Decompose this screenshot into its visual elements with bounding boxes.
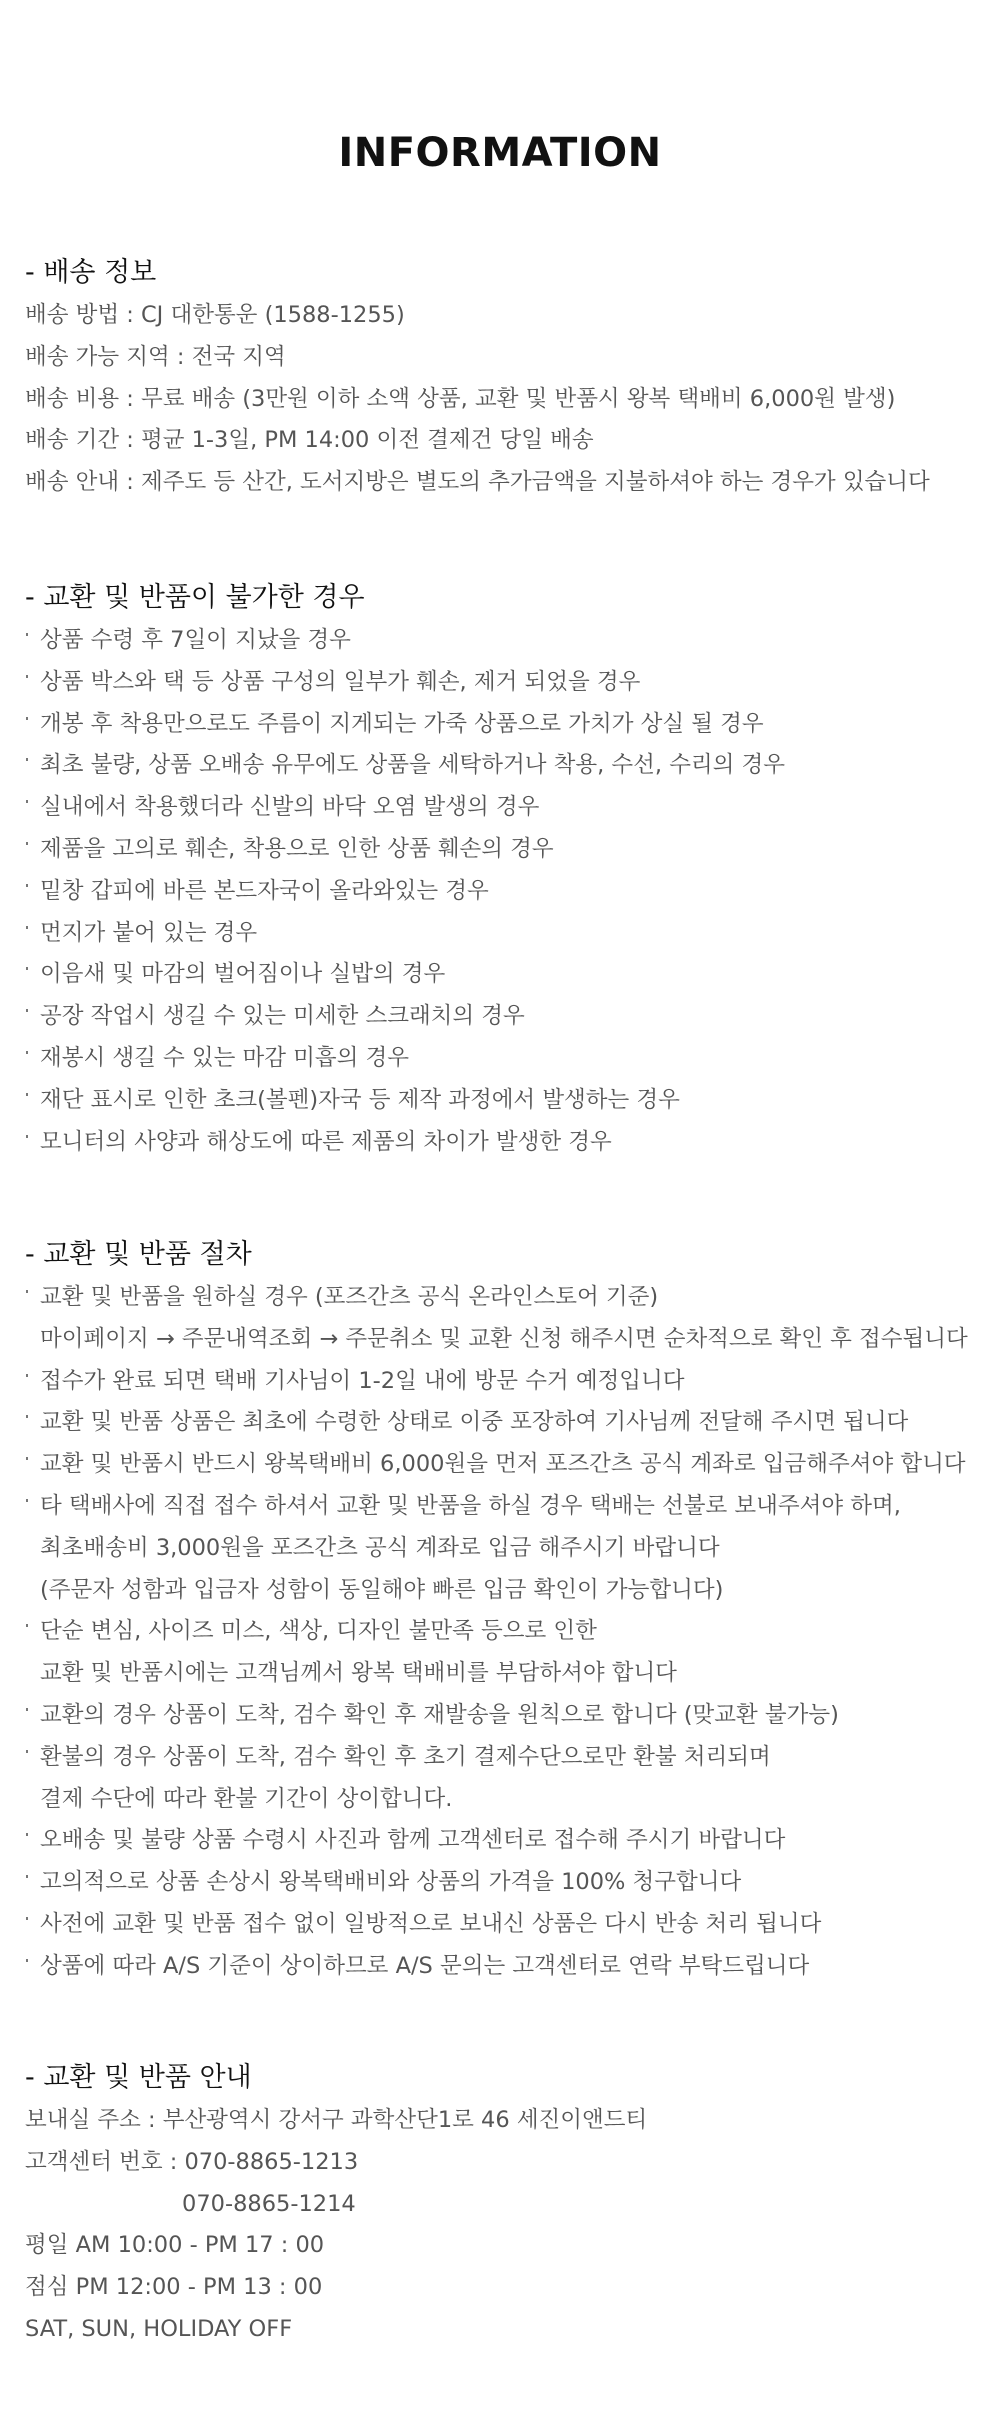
customer-center-phone-2: 070-8865-1214 xyxy=(182,2190,356,2217)
shipping-cost: 배송 비용 : 무료 배송 (3만원 이하 소액 상품, 교환 및 반품시 왕복 택배비 6,000원 발생) xyxy=(25,385,896,412)
list-item: 재봉시 생길 수 있는 마감 미흡의 경우 xyxy=(25,1038,985,1080)
list-item: 오배송 및 불량 상품 수령시 사진과 함께 고객센터로 접수해 주시기 바랍니다 xyxy=(25,1820,985,1862)
list-item: 환불의 경우 상품이 도착, 검수 확인 후 초기 결제수단으로만 환불 처리되며 xyxy=(25,1737,985,1779)
page-title: INFORMATION xyxy=(338,130,662,176)
shipping-method: 배송 방법 : CJ 대한통운 (1588-1255) xyxy=(25,302,405,328)
holiday-notice: SAT, SUN, HOLIDAY OFF xyxy=(25,2315,293,2342)
return-procedure-section xyxy=(25,1235,985,1988)
return-procedure-heading: - 교환 및 반품 절차 xyxy=(25,1239,252,1270)
return-address: 보내실 주소 : 부산광역시 강서구 과학산단1로 46 세진이앤드티 xyxy=(25,2107,648,2133)
return-not-allowed-section xyxy=(25,578,985,1163)
list-item: 이음새 및 마감의 벌어짐이나 실밥의 경우 xyxy=(25,954,985,996)
shipping-info-section xyxy=(25,253,985,504)
lunch-hours: 점심 PM 12:00 - PM 13 : 00 xyxy=(25,2274,323,2301)
list-item: 접수가 완료 되면 택배 기사님이 1-2일 내에 방문 수거 예정입니다 xyxy=(25,1361,985,1403)
customer-center-phone: 고객센터 번호 : 070-8865-1213 xyxy=(25,2148,359,2175)
list-item-continuation: 결제 수단에 따라 환불 기간이 상이합니다. xyxy=(40,1785,453,1812)
list-item: 교환 및 반품시 반드시 왕복택배비 6,000원을 먼저 포즈간츠 공식 계좌로 입금해주셔야 합니다 xyxy=(25,1444,985,1486)
return-guide-heading: - 교환 및 반품 안내 xyxy=(25,2062,252,2093)
return-not-allowed-heading: - 교환 및 반품이 불가한 경우 xyxy=(25,582,365,613)
shipping-period: 배송 기간 : 평균 1-3일, PM 14:00 이전 결제건 당일 배송 xyxy=(25,427,594,454)
list-item: 단순 변심, 사이즈 미스, 색상, 디자인 불만족 등으로 인한 xyxy=(25,1611,985,1653)
list-item: 재단 표시로 인한 초크(볼펜)자국 등 제작 과정에서 발생하는 경우 xyxy=(25,1080,985,1122)
weekday-hours: 평일 AM 10:00 - PM 17 : 00 xyxy=(25,2232,325,2259)
list-item: 모니터의 사양과 해상도에 따른 제품의 차이가 발생한 경우 xyxy=(25,1122,985,1164)
list-item: 상품 박스와 택 등 상품 구성의 일부가 훼손, 제거 되었을 경우 xyxy=(25,662,985,704)
list-item: 개봉 후 착용만으로도 주름이 지게되는 가죽 상품으로 가치가 상실 될 경우 xyxy=(25,704,985,746)
list-item: 제품을 고의로 훼손, 착용으로 인한 상품 훼손의 경우 xyxy=(25,829,985,871)
shipping-notice: 배송 안내 : 제주도 등 산간, 도서지방은 별도의 추가금액을 지불하셔야 하는 경우가 있습니다 xyxy=(25,469,930,496)
shipping-info-heading: - 배송 정보 xyxy=(25,257,157,288)
return-guide-section xyxy=(25,2058,985,2351)
list-item: 고의적으로 상품 손상시 왕복택배비와 상품의 가격을 100% 청구합니다 xyxy=(25,1862,985,1904)
list-item: 타 택배사에 직접 접수 하셔서 교환 및 반품을 하실 경우 택배는 선불로 보내주셔야 하며, xyxy=(25,1486,985,1528)
list-item: 교환 및 반품을 원하실 경우 (포즈간츠 공식 온라인스토어 기준) xyxy=(25,1277,985,1319)
list-item: 교환의 경우 상품이 도착, 검수 확인 후 재발송을 원칙으로 합니다 (맞교환 불가능) xyxy=(25,1695,985,1737)
list-item: 상품 수령 후 7일이 지났을 경우 xyxy=(25,620,985,662)
list-item: 밑창 갑피에 바른 본드자국이 올라와있는 경우 xyxy=(25,871,985,913)
list-item: 사전에 교환 및 반품 접수 없이 일방적으로 보내신 상품은 다시 반송 처리 됩니다 xyxy=(25,1904,985,1946)
shipping-region: 배송 가능 지역 : 전국 지역 xyxy=(25,343,286,370)
list-item: 최초 불량, 상품 오배송 유무에도 상품을 세탁하거나 착용, 수선, 수리의 경우 xyxy=(25,745,985,787)
list-item-continuation: (주문자 성함과 입금자 성함이 동일해야 빠른 입금 확인이 가능합니다) xyxy=(40,1576,724,1603)
list-item: 상품에 따라 A/S 기준이 상이하므로 A/S 문의는 고객센터로 연락 부탁드립니다 xyxy=(25,1946,985,1988)
list-item-continuation: 교환 및 반품시에는 고객님께서 왕복 택배비를 부담하셔야 합니다 xyxy=(40,1660,677,1687)
list-item: 먼지가 붙어 있는 경우 xyxy=(25,913,985,955)
list-item: 실내에서 착용했더라 신발의 바닥 오염 발생의 경우 xyxy=(25,787,985,829)
list-item-continuation: 마이페이지 → 주문내역조회 → 주문취소 및 교환 신청 해주시면 순차적으로 확인 후 접수됩니다 xyxy=(40,1325,968,1352)
list-item-continuation: 최초배송비 3,000원을 포즈간츠 공식 계좌로 입금 해주시기 바랍니다 xyxy=(40,1534,720,1561)
list-item: 공장 작업시 생길 수 있는 미세한 스크래치의 경우 xyxy=(25,996,985,1038)
list-item: 교환 및 반품 상품은 최초에 수령한 상태로 이중 포장하여 기사님께 전달해 주시면 됩니다 xyxy=(25,1402,985,1444)
